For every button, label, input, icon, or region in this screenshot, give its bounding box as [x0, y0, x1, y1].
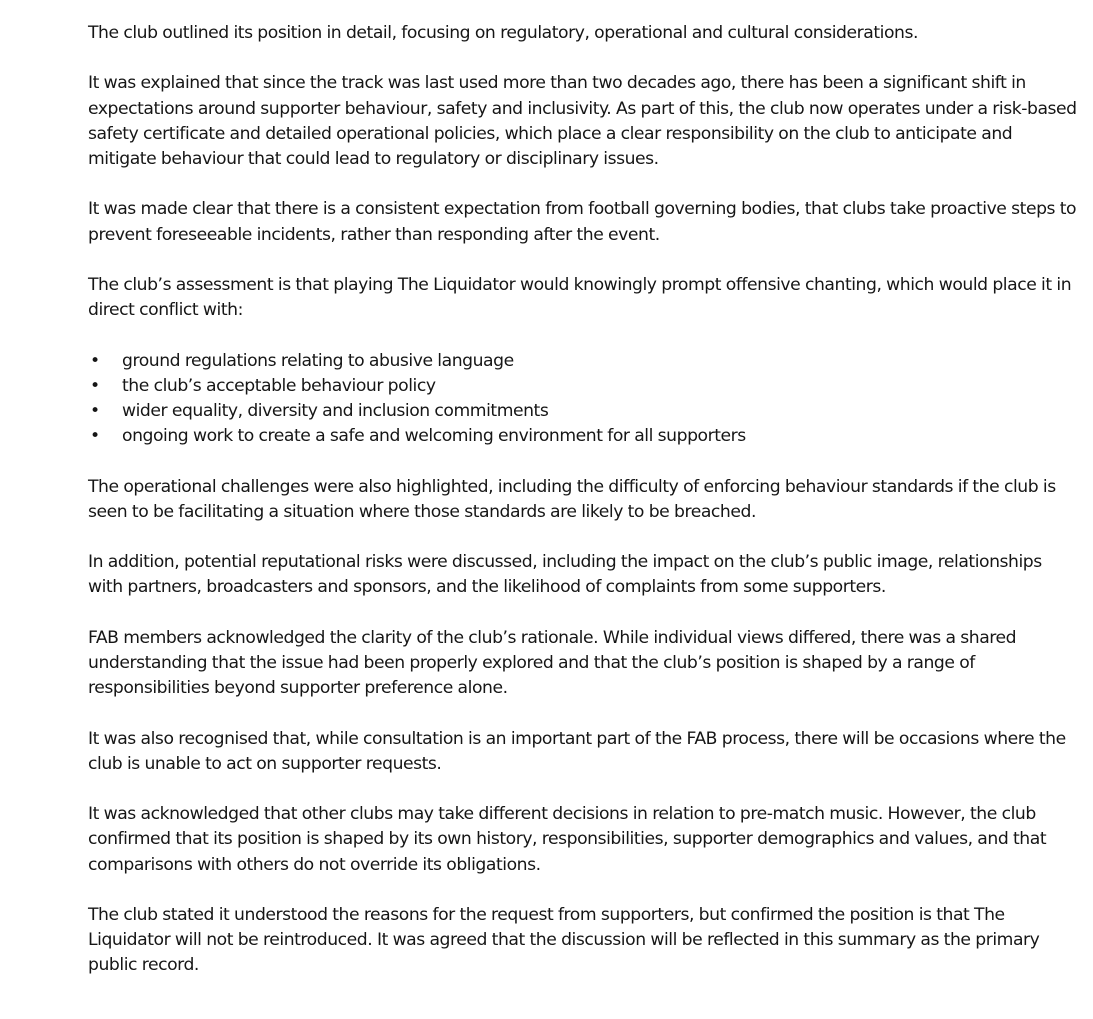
bullet-icon: • [90, 375, 100, 396]
paragraph-context: It was explained that since the track was last used more than two decades ago, there has been a significant shift in expectations around supporter behaviour, safety and inclusivity. As part of this, the club now operates under a risk-based safety certificate and detailed operational policies, which place a clear responsibility on the club to anticipate and mitigate behaviour that could lead to regulatory or disciplinary issues. [88, 73, 1077, 169]
paragraph-assessment: The club’s assessment is that playing The Liquidator would knowingly prompt offensive chanting, which would place it in direct conflict with: [88, 274, 1072, 321]
list-item [88, 424, 1078, 449]
bullet-icon: • [90, 400, 100, 421]
list-item-text: the club’s acceptable behaviour policy [122, 375, 436, 396]
list-item [88, 399, 1078, 424]
list-item [88, 374, 1078, 399]
paragraph-conclusion: The club stated it understood the reasons for the request from supporters, but confirmed the position is that The Liquidator will not be reintroduced. It was agreed that the discussion will be reflected in this summary as the primary public record. [88, 904, 1040, 976]
list-item-text: ground regulations relating to abusive language [122, 350, 514, 371]
list-item-text: wider equality, diversity and inclusion commitments [122, 400, 549, 421]
paragraph-reputational: In addition, potential reputational risks were discussed, including the impact on the club’s public image, relationships with partners, broadcasters and sponsors, and the likelihood of complaints from some supporters. [88, 552, 1042, 598]
paragraph-fab-members: FAB members acknowledged the clarity of the club’s rationale. While individual views differed, there was a shared understanding that the issue had been properly explored and that the club’s position is shaped by a range of responsibilities beyond supporter preference alone. [88, 627, 1017, 699]
paragraph-operational: The operational challenges were also highlighted, including the difficulty of enforcing behaviour standards if the club is seen to be facilitating a situation where those standards are likely to be breached. [88, 476, 1056, 522]
paragraph-other-clubs: It was acknowledged that other clubs may take different decisions in relation to pre-match music. However, the club confirmed that its position is shaped by its own history, responsibilities, supporter demographics and values, and that comparisons with others do not override its obligations. [88, 804, 1047, 875]
bullet-icon: • [90, 426, 100, 447]
paragraph-consultation: It was also recognised that, while consultation is an important part of the FAB process, there will be occasions where the club is unable to act on supporter requests. [88, 728, 1066, 774]
list-item-text: ongoing work to create a safe and welcoming environment for all supporters [122, 426, 746, 447]
bullet-icon: • [90, 350, 100, 371]
conflict-list [88, 349, 1078, 450]
paragraph-governing-bodies: It was made clear that there is a consistent expectation from football governing bodies, that clubs take proactive steps to prevent foreseeable incidents, rather than responding after the event. [88, 199, 1077, 245]
document-body [88, 21, 1078, 979]
paragraph-overview: The club outlined its position in detail, focusing on regulatory, operational and cultural considerations. [88, 23, 918, 43]
list-item [88, 349, 1078, 374]
